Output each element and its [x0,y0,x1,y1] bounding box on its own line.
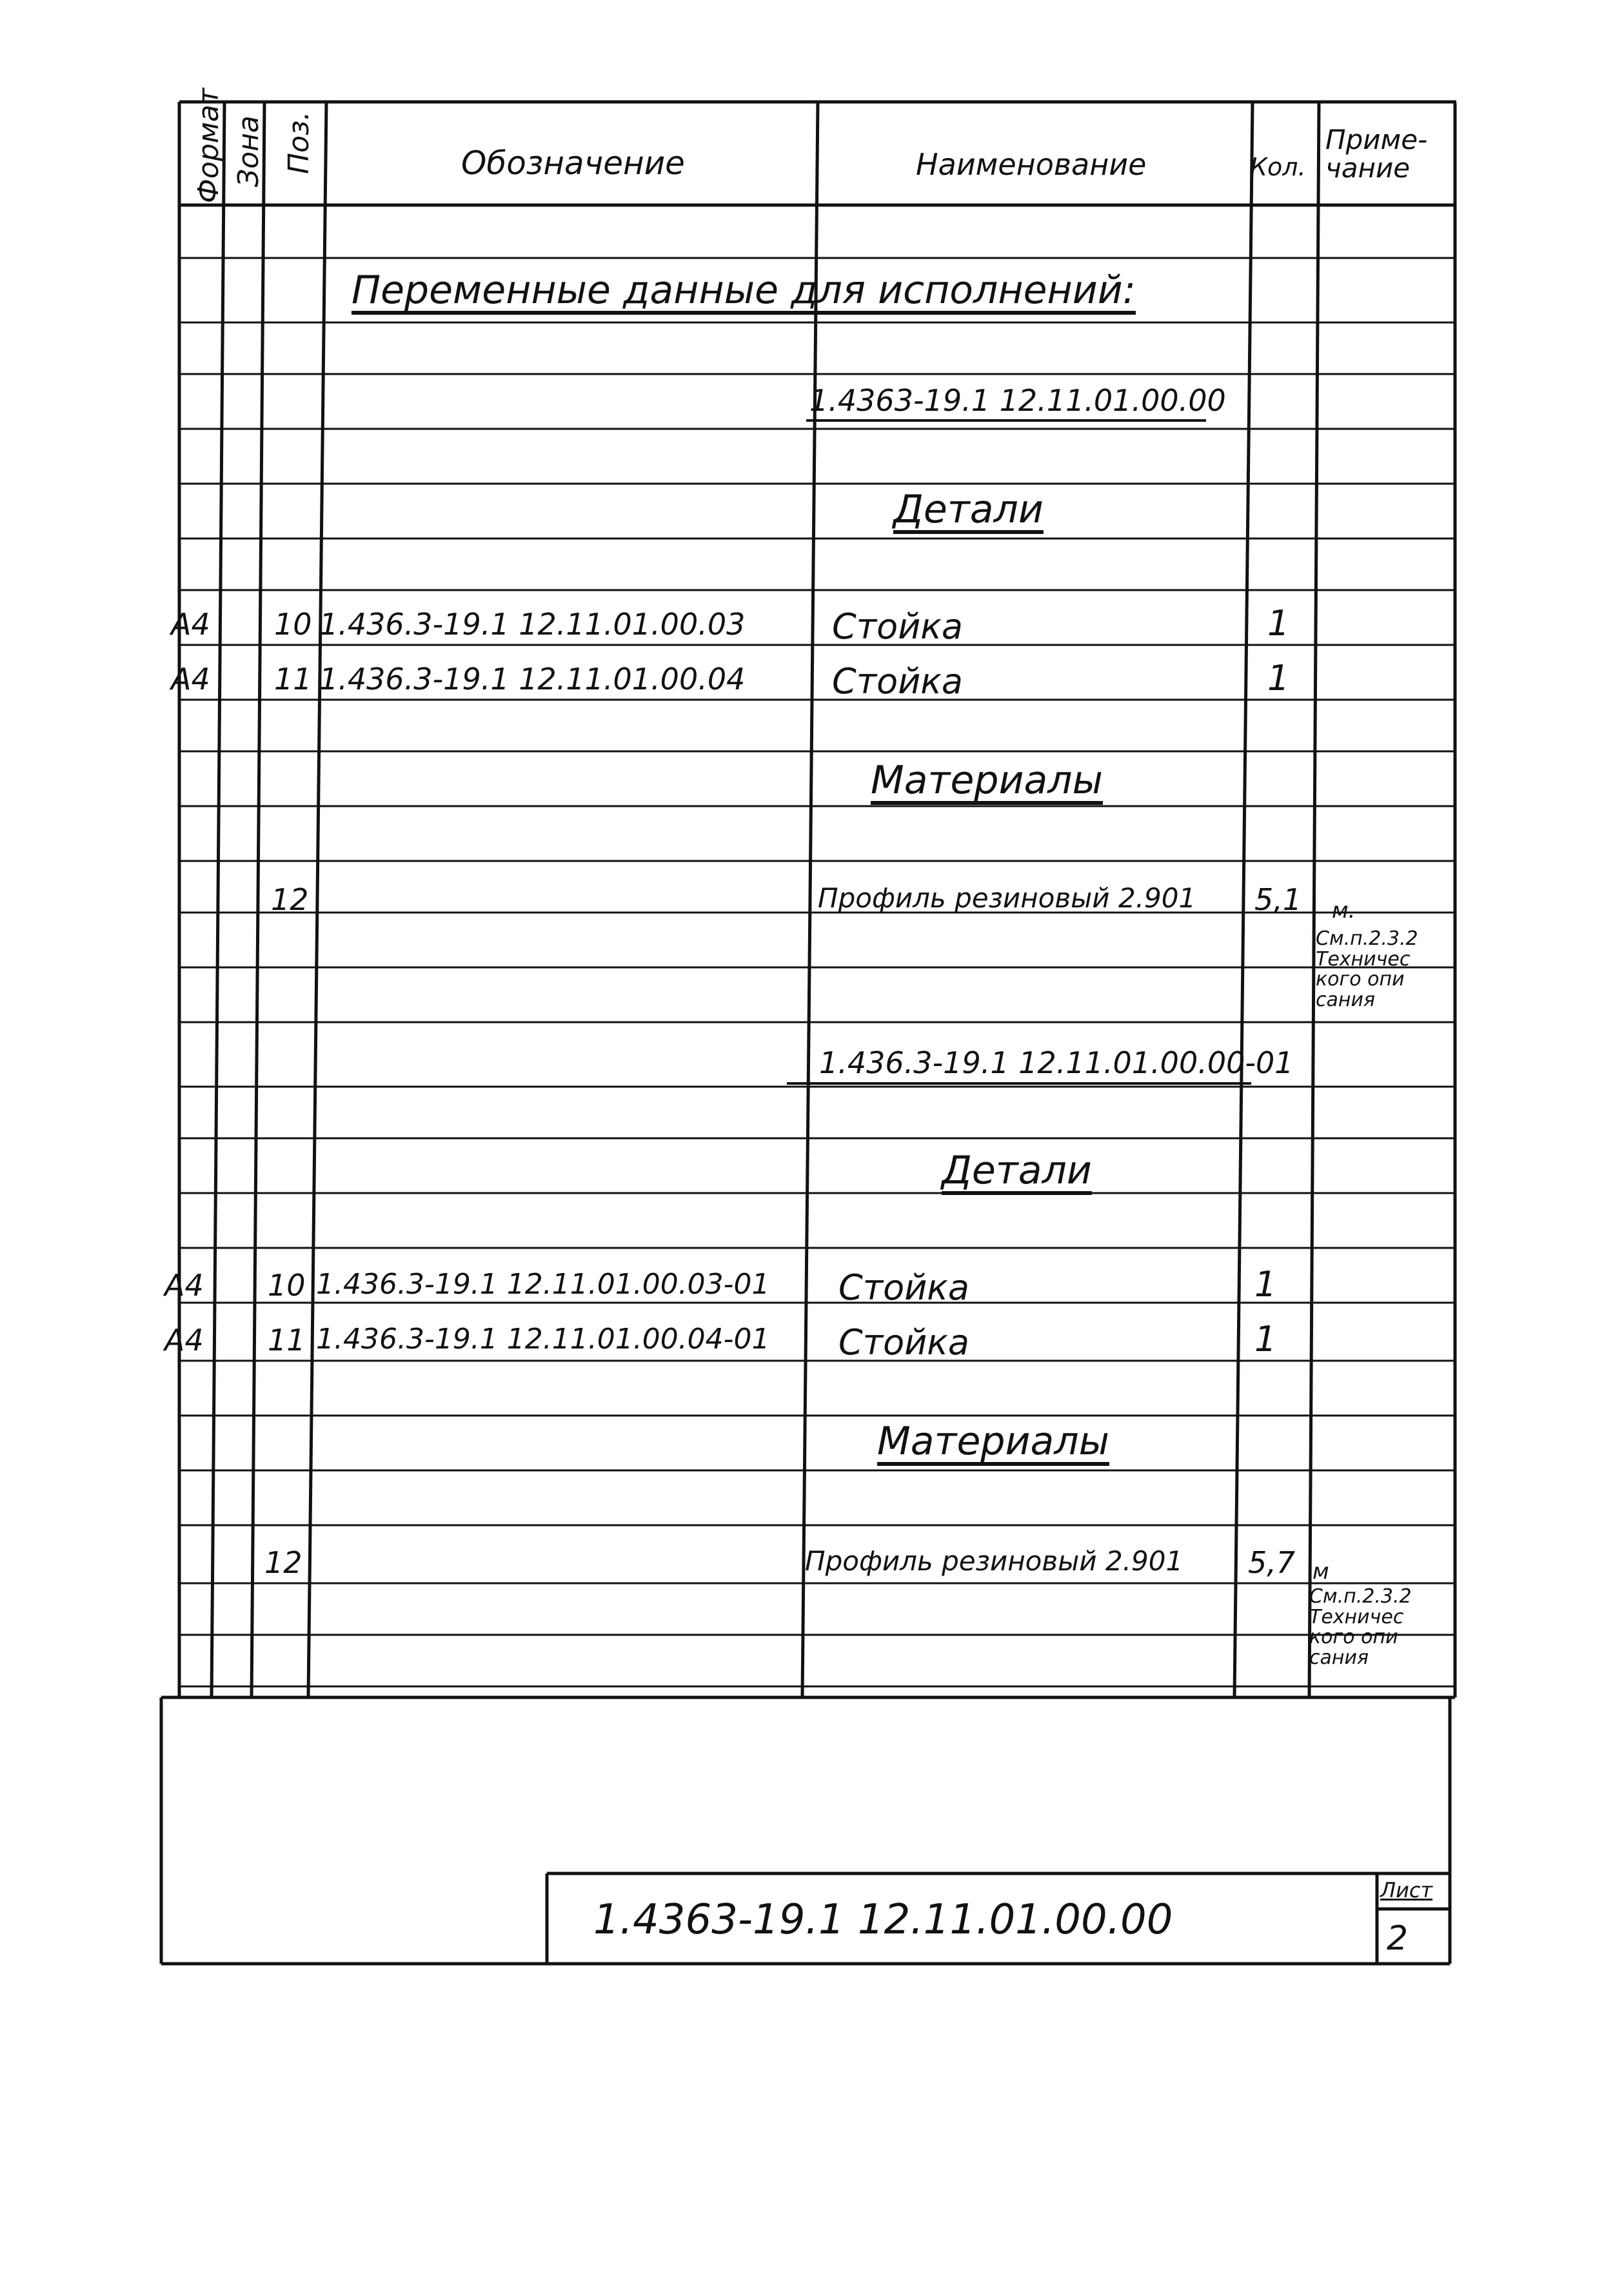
row-pos: 12 [264,1545,302,1580]
row-note-text: См.п.2.3.2 Техничес кого опи сания [1316,927,1418,1011]
header-pos: Поз. [282,111,315,174]
row-designation: 1.436.3-19.1 12.11.01.00.04-01 [316,1323,770,1356]
header-name: Наименование [916,147,1147,182]
header-qty: Кол. [1250,153,1306,181]
row-designation: 1.436.3-19.1 12.11.01.00.03-01 [316,1268,770,1301]
row-note-unit: м. [1332,898,1356,924]
row-pos: 10 [268,1268,306,1303]
row-qty: 5,7 [1248,1545,1296,1580]
row-name: Стойка [838,1267,970,1308]
sheet-number: 2 [1387,1919,1409,1958]
row-qty: 5,1 [1254,882,1302,917]
row-name: Стойка [832,606,964,647]
row-designation: 1.436.3-19.1 12.11.01.00.04 [319,662,746,696]
header-note: Приме-чание [1325,124,1428,184]
row-pos: 10 [274,607,312,642]
row-pos: 12 [271,882,309,917]
row-qty: 1 [1267,658,1290,698]
header-designation: Обозначение [461,144,685,182]
row-name: Стойка [838,1322,970,1363]
row-name: Стойка [832,661,964,702]
row-format: А4 [171,607,210,642]
row-qty: 1 [1267,603,1290,644]
variant-2-code: 1.436.3-19.1 12.11.01.00.00-01 [819,1045,1294,1080]
variant-1-code: 1.4363-19.1 12.11.01.00.00 [809,383,1226,418]
sheet-label: Лист [1380,1878,1433,1902]
row-format: А4 [164,1268,204,1303]
row-pos: 11 [268,1323,306,1358]
header-zone: Зона [232,115,265,187]
variant-2-materials-title: Материалы [877,1419,1109,1464]
document-code: 1.4363-19.1 12.11.01.00.00 [593,1896,1173,1944]
variant-1-materials-title: Материалы [871,758,1103,803]
row-note-text: См.п.2.3.2 Техничес кого опи сания [1309,1585,1412,1669]
variant-1-parts-title: Детали [893,487,1044,532]
row-designation: 1.436.3-19.1 12.11.01.00.03 [319,607,746,642]
row-format: А4 [164,1323,204,1358]
row-note-unit: м [1312,1559,1329,1585]
row-name: Профиль резиновый 2.901 [805,1545,1183,1577]
variable-data-heading: Переменные данные для исполнений: [352,268,1136,313]
header-format: Формат [192,88,225,203]
row-qty: 1 [1254,1319,1277,1359]
row-qty: 1 [1254,1264,1277,1305]
variant-2-parts-title: Детали [942,1148,1092,1193]
row-format: А4 [171,662,210,696]
row-name: Профиль резиновый 2.901 [818,882,1196,914]
row-pos: 11 [274,662,312,696]
